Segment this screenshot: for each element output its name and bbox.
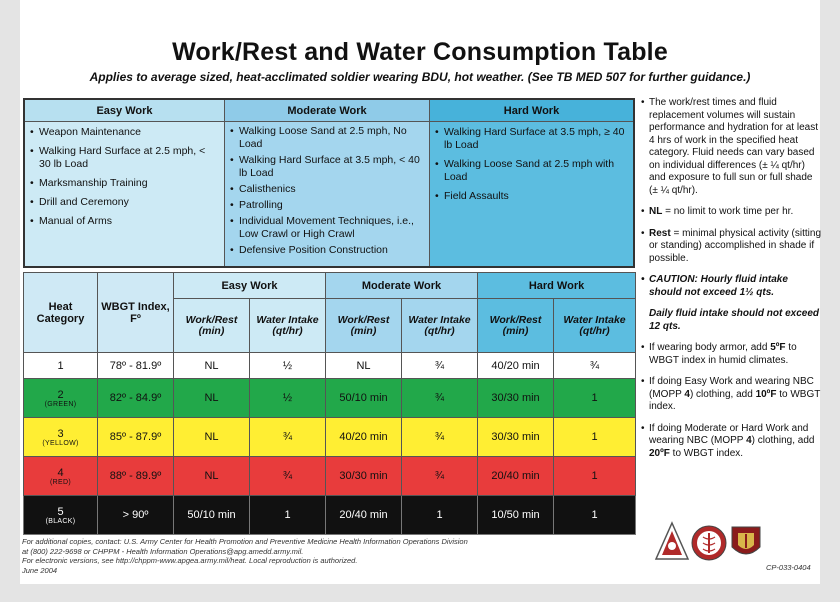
left-margin [0, 0, 20, 602]
easy-workrest-cell: NL [174, 353, 250, 379]
notes-panel [641, 97, 821, 469]
easy-water-cell: 1 [250, 496, 326, 535]
hard-workrest-header: Work/Rest (min) [478, 299, 554, 353]
easy-work-group-header: Easy Work [174, 273, 326, 299]
hard-water-cell: 1 [554, 496, 636, 535]
easy-water-cell: ½ [250, 353, 326, 379]
moderate-water-header: Water Intake (qt/hr) [402, 299, 478, 353]
form-code: CP-033-0404 [766, 563, 811, 572]
list-item: • Individual Movement Techniques, i.e., Low Crawl or High Crawl [239, 215, 423, 241]
hard-water-cell: ¾ [554, 353, 636, 379]
heat-category-cell: 1 [24, 353, 98, 379]
right-margin [820, 0, 840, 602]
caduceus-seal-icon [692, 526, 726, 560]
hard-workrest-cell: 30/30 min [478, 418, 554, 457]
wbgt-cell: 85º - 87.9º [98, 418, 174, 457]
list-item: • Walking Hard Surface at 3.5 mph, < 40 lb Load [239, 154, 423, 180]
list-item: • Calisthenics [239, 183, 423, 196]
hard-water-cell: 1 [554, 457, 636, 496]
easy-water-cell: ½ [250, 379, 326, 418]
footer-contact [22, 537, 622, 575]
list-item: • Drill and Ceremony [39, 196, 218, 209]
note-body-armor: • If wearing body armor, add 5ºF to WBGT index in humid climates. [641, 342, 821, 367]
note-moderate-hard-mopp: • If doing Moderate or Hard Work and wearing NBC (MOPP 4) clothing, add 20ºF to WBGT index. [641, 423, 821, 461]
table-row [24, 496, 636, 535]
easy-workrest-cell: 50/10 min [174, 496, 250, 535]
wbgt-header: WBGT Index, Fº [98, 273, 174, 353]
note-daily-intake: Daily fluid intake should not exceed 12 qts. [649, 308, 820, 332]
page-subtitle: Applies to average sized, heat-acclimated soldier wearing BDU, hot weather. (See TB MED 507 for further guidance.) [89, 70, 751, 84]
moderate-workrest-cell: 50/10 min [326, 379, 402, 418]
moderate-water-cell: ¾ [402, 379, 478, 418]
hard-work-group-header: Hard Work [478, 273, 636, 299]
hard-workrest-cell: 20/40 min [478, 457, 554, 496]
note-caution-hourly: • CAUTION: Hourly fluid intake should not exceed 1½ qts. [641, 274, 821, 299]
moderate-water-cell: ¾ [402, 418, 478, 457]
hard-work-header: Hard Work [430, 100, 633, 122]
moderate-workrest-cell: 20/40 min [326, 496, 402, 535]
agency-logos [654, 521, 764, 565]
easy-workrest-header: Work/Rest (min) [174, 299, 250, 353]
list-item: • Marksmanship Training [39, 177, 218, 190]
easy-work-column [25, 100, 225, 266]
list-item: • Manual of Arms [39, 215, 218, 228]
heat-category-cell: 2 (GREEN) [24, 379, 98, 418]
easy-water-cell: ¾ [250, 418, 326, 457]
easy-workrest-cell: NL [174, 418, 250, 457]
table-row [24, 353, 636, 379]
moderate-water-cell: 1 [402, 496, 478, 535]
list-item: • Walking Hard Surface at 2.5 mph, < 30 lb Load [39, 145, 218, 171]
moderate-water-cell: ¾ [402, 353, 478, 379]
wbgt-cell: 78º - 81.9º [98, 353, 174, 379]
work-rest-table [23, 272, 636, 535]
moderate-water-cell: ¾ [402, 457, 478, 496]
triangle-emblem-icon [656, 523, 688, 559]
list-item: • Defensive Position Construction [239, 244, 423, 257]
heat-category-cell: 5 (BLACK) [24, 496, 98, 535]
footer-line: at (800) 222-9698 or CHPPM - Health Information Operations@apg.amedd.army.mil. [22, 546, 304, 556]
table-row [24, 379, 636, 418]
list-item: • Walking Hard Surface at 3.5 mph, ≥ 40 lb Load [444, 126, 627, 152]
moderate-work-group-header: Moderate Work [326, 273, 478, 299]
hard-workrest-cell: 40/20 min [478, 353, 554, 379]
moderate-work-header: Moderate Work [225, 100, 429, 122]
wbgt-cell: > 90º [98, 496, 174, 535]
army-medical-crest-icon [732, 527, 760, 554]
page-title: Work/Rest and Water Consumption Table [172, 38, 668, 66]
moderate-workrest-cell: 30/30 min [326, 457, 402, 496]
heat-category-cell: 3 (YELLOW) [24, 418, 98, 457]
bottom-margin [0, 584, 840, 602]
note-fluid-replacement: • The work/rest times and fluid replacement volumes will sustain performance and hydration for at least 4 hrs of work in the specified heat category. Fluid needs can vary based on individual differences (± ¼ qt/hr) and exposure to full sun or full shade (± ¼ qt/hr). [641, 97, 821, 197]
list-item: • Walking Loose Sand at 2.5 mph, No Load [239, 125, 423, 151]
hard-workrest-cell: 30/30 min [478, 379, 554, 418]
note-nl-definition: • NL = no limit to work time per hr. [641, 206, 821, 219]
moderate-workrest-cell: NL [326, 353, 402, 379]
hard-workrest-cell: 10/50 min [478, 496, 554, 535]
note-rest-definition: • Rest = minimal physical activity (sitting or standing) accomplished in shade if possible. [641, 228, 821, 266]
footer-date: June 2004 [22, 565, 58, 575]
hard-water-cell: 1 [554, 379, 636, 418]
heat-category-cell: 4 (RED) [24, 457, 98, 496]
easy-work-header: Easy Work [25, 100, 224, 122]
wbgt-cell: 82º - 84.9º [98, 379, 174, 418]
easy-water-cell: ¾ [250, 457, 326, 496]
footer-line: For electronic versions, see http://chppm-www.apgea.army.mil/heat. Local reproduction is authorized. [22, 556, 358, 565]
wbgt-cell: 88º - 89.9º [98, 457, 174, 496]
list-item: • Walking Loose Sand at 2.5 mph with Load [444, 158, 627, 184]
hard-water-cell: 1 [554, 418, 636, 457]
hard-water-header: Water Intake (qt/hr) [554, 299, 636, 353]
easy-work-list [25, 122, 224, 234]
table-row [24, 418, 636, 457]
hard-work-list [430, 122, 633, 209]
hard-work-column [430, 100, 633, 266]
table-row [24, 457, 636, 496]
list-item: • Field Assaults [444, 190, 627, 203]
heat-category-header: Heat Category [24, 273, 98, 353]
note-easy-mopp: • If doing Easy Work and wearing NBC (MOPP 4) clothing, add 10ºF to WBGT index. [641, 376, 821, 414]
moderate-work-column [225, 100, 430, 266]
easy-workrest-cell: NL [174, 457, 250, 496]
list-item: • Weapon Maintenance [39, 126, 218, 139]
easy-water-header: Water Intake (qt/hr) [250, 299, 326, 353]
easy-workrest-cell: NL [174, 379, 250, 418]
footer-line: For additional copies, contact: U.S. Army Center for Health Promotion and Preventive Medicine Health Information Operations Division [22, 537, 468, 546]
list-item: • Patrolling [239, 199, 423, 212]
work-types-table [23, 98, 635, 268]
moderate-workrest-header: Work/Rest (min) [326, 299, 402, 353]
moderate-work-list [225, 122, 429, 257]
moderate-workrest-cell: 40/20 min [326, 418, 402, 457]
